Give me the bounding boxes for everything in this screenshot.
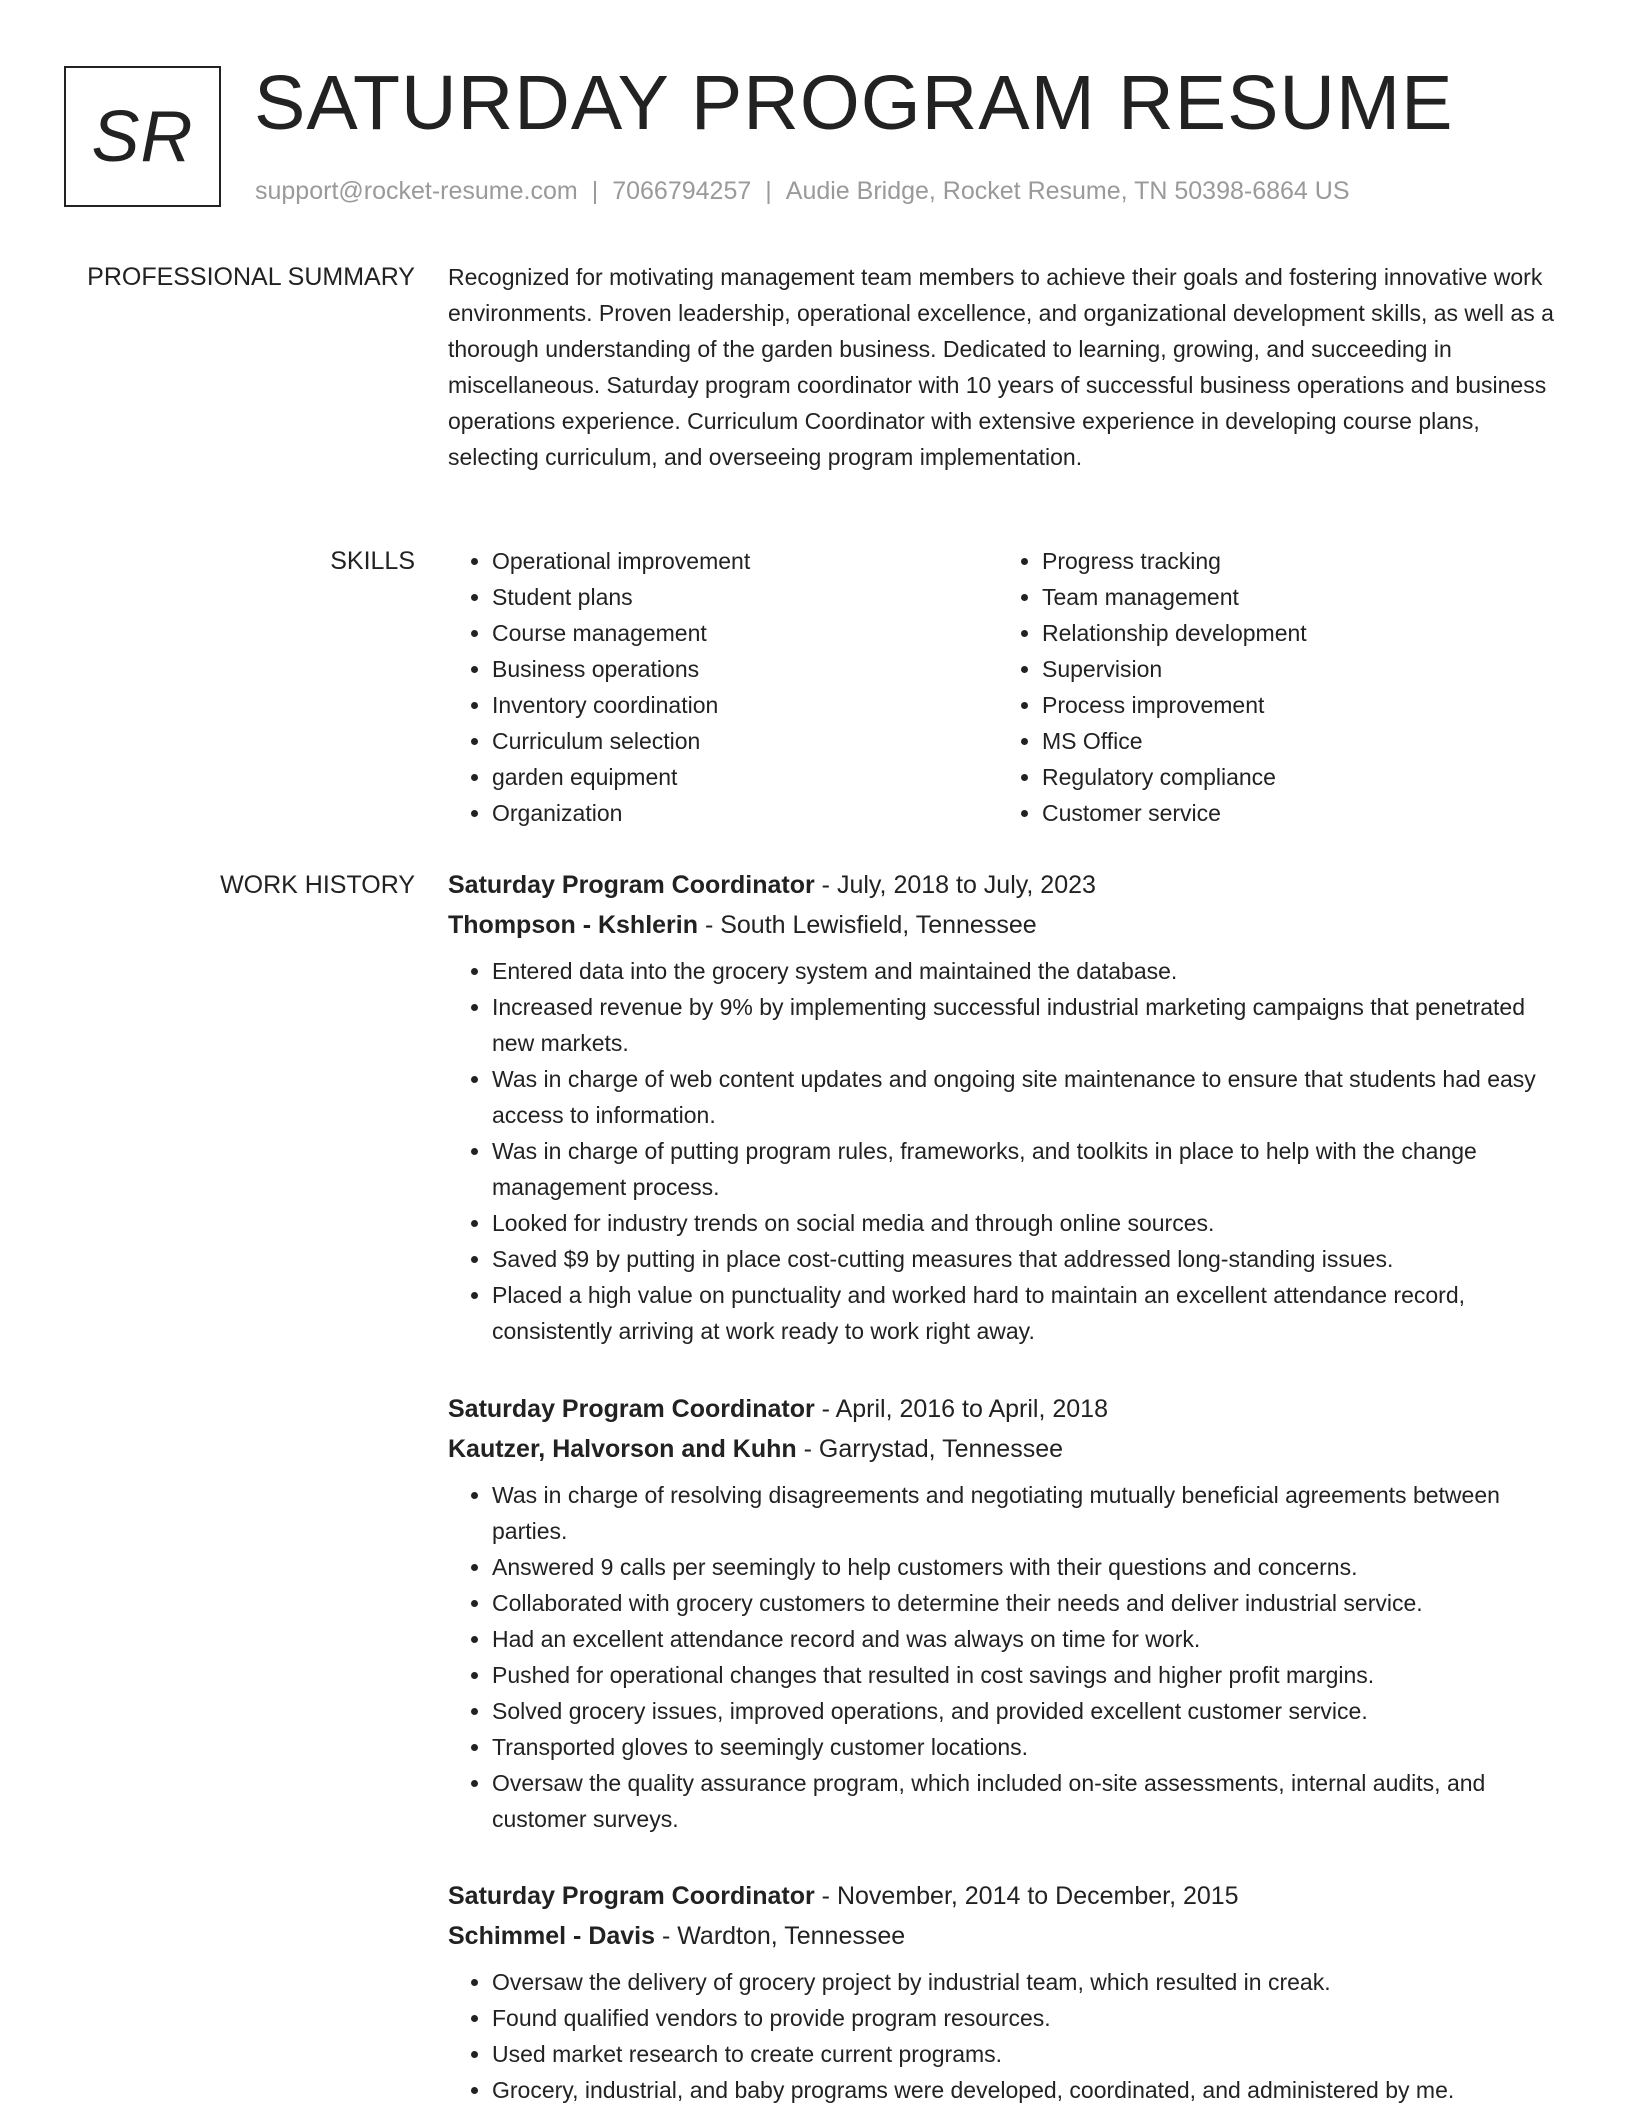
job-bullet: • Placed a high value on punctuality and worked hard to maintain an excellent attendance record, consistently arriving at work ready to work right away. xyxy=(492,1277,1568,1349)
job-bullet: • Oversaw the delivery of grocery project by industrial team, which resulted in creak. xyxy=(492,1964,1568,2000)
job-title-line xyxy=(448,1389,1568,1429)
skill-item: • garden equipment xyxy=(492,759,998,795)
job-company-line xyxy=(448,1916,1568,1956)
job-bullet: • Solved grocery issues, improved operations, and provided excellent customer service. xyxy=(492,1693,1568,1729)
job-bullet: • Oversaw the quality assurance program, which included on-site assessments, internal audits, and customer surveys. xyxy=(492,1765,1568,1837)
summary-text: Recognized for motivating management team members to achieve their goals and fostering innovative work environments. Proven leadership, operational excellence, and organizational development skills, as well as a thorough understanding of the garden business. Dedicated to learning, growing, and succeeding in miscellaneous. Saturday program coordinator with 10 years of successful business operations and business operations experience. Curriculum Coordinator with extensive experience in developing course plans, selecting curriculum, and overseeing program implementation. xyxy=(448,264,1554,470)
contact-phone[interactable]: 7066794257 xyxy=(612,177,752,205)
job-bullet: • Looked for industry trends on social media and through online sources. xyxy=(492,1205,1568,1241)
skill-item: • Team management xyxy=(1042,579,1562,615)
skill-item: • Relationship development xyxy=(1042,615,1562,651)
job-company: Kautzer, Halvorson and Kuhn xyxy=(448,1435,797,1463)
job-bullet: • Increased revenue by 9% by implementing successful industrial marketing campaigns that penetrated new markets. xyxy=(492,989,1568,1061)
skill-item: • Progress tracking xyxy=(1042,543,1562,579)
job-bullets xyxy=(448,1964,1568,2108)
job-bullets xyxy=(448,1477,1568,1837)
job-title: Saturday Program Coordinator xyxy=(448,871,815,899)
job-title-line xyxy=(448,865,1568,905)
job-company: Thompson - Kshlerin xyxy=(448,911,698,939)
job-bullet: • Pushed for operational changes that resulted in cost savings and higher profit margins. xyxy=(492,1657,1568,1693)
job-bullet: • Grocery, industrial, and baby programs were developed, coordinated, and administered by me. xyxy=(492,2072,1568,2108)
job-location: - South Lewisfield, Tennessee xyxy=(698,911,1037,939)
skill-item: • Organization xyxy=(492,795,998,831)
contact-separator: | xyxy=(765,177,772,205)
skills-section xyxy=(448,543,1568,831)
job-location: - Garrystad, Tennessee xyxy=(796,1435,1064,1463)
job-bullet: • Had an excellent attendance record and was always on time for work. xyxy=(492,1621,1568,1657)
resume-title: SATURDAY PROGRAM RESUME xyxy=(254,60,1454,146)
skill-item: • Inventory coordination xyxy=(492,687,998,723)
monogram-badge: SR xyxy=(64,66,221,207)
job-entry xyxy=(448,1389,1568,1837)
job-title: Saturday Program Coordinator xyxy=(448,1395,815,1423)
skill-item: • Student plans xyxy=(492,579,998,615)
section-label-work-history: WORK HISTORY xyxy=(220,871,415,899)
job-entry xyxy=(448,865,1568,1349)
job-dates: - November, 2014 to December, 2015 xyxy=(814,1882,1239,1910)
skill-item: • Operational improvement xyxy=(492,543,998,579)
skill-item: • Regulatory compliance xyxy=(1042,759,1562,795)
job-bullets xyxy=(448,953,1568,1349)
job-company-line xyxy=(448,1429,1568,1469)
skill-item: • Curriculum selection xyxy=(492,723,998,759)
skill-item: • Business operations xyxy=(492,651,998,687)
skill-item: • MS Office xyxy=(1042,723,1562,759)
job-location: - Wardton, Tennessee xyxy=(655,1922,906,1950)
job-title-line xyxy=(448,1876,1568,1916)
skill-item: • Course management xyxy=(492,615,998,651)
job-bullet: • Transported gloves to seemingly customer locations. xyxy=(492,1729,1568,1765)
job-bullet: • Was in charge of putting program rules, frameworks, and toolkits in place to help with the change management process. xyxy=(492,1133,1568,1205)
skills-column-1 xyxy=(448,543,998,831)
skill-item: • Customer service xyxy=(1042,795,1562,831)
job-bullet: • Was in charge of resolving disagreements and negotiating mutually beneficial agreements between parties. xyxy=(492,1477,1568,1549)
section-label-skills: SKILLS xyxy=(330,547,415,575)
job-company: Schimmel - Davis xyxy=(448,1922,656,1950)
job-company-line xyxy=(448,905,1568,945)
job-dates: - July, 2018 to July, 2023 xyxy=(814,871,1096,899)
contact-address: Audie Bridge, Rocket Resume, TN 50398-6864 US xyxy=(785,177,1350,205)
job-entry xyxy=(448,1876,1568,2108)
summary-section xyxy=(448,259,1558,475)
contact-email[interactable]: support@rocket-resume.com xyxy=(255,177,578,205)
job-title: Saturday Program Coordinator xyxy=(448,1882,815,1910)
skill-item: • Supervision xyxy=(1042,651,1562,687)
contact-line xyxy=(255,175,1350,207)
skills-column-2 xyxy=(998,543,1562,831)
job-bullet: • Answered 9 calls per seemingly to help customers with their questions and concerns. xyxy=(492,1549,1568,1585)
job-bullet: • Collaborated with grocery customers to determine their needs and deliver industrial service. xyxy=(492,1585,1568,1621)
contact-separator: | xyxy=(591,177,599,205)
job-bullet: • Found qualified vendors to provide program resources. xyxy=(492,2000,1568,2036)
section-label-summary: PROFESSIONAL SUMMARY xyxy=(87,263,415,291)
job-bullet: • Was in charge of web content updates and ongoing site maintenance to ensure that students had easy access to information. xyxy=(492,1061,1568,1133)
skill-item: • Process improvement xyxy=(1042,687,1562,723)
job-bullet: • Used market research to create current programs. xyxy=(492,2036,1568,2072)
job-bullet: • Entered data into the grocery system and maintained the database. xyxy=(492,953,1568,989)
job-bullet: • Saved $9 by putting in place cost-cutting measures that addressed long-standing issues. xyxy=(492,1241,1568,1277)
job-dates: - April, 2016 to April, 2018 xyxy=(814,1395,1108,1423)
